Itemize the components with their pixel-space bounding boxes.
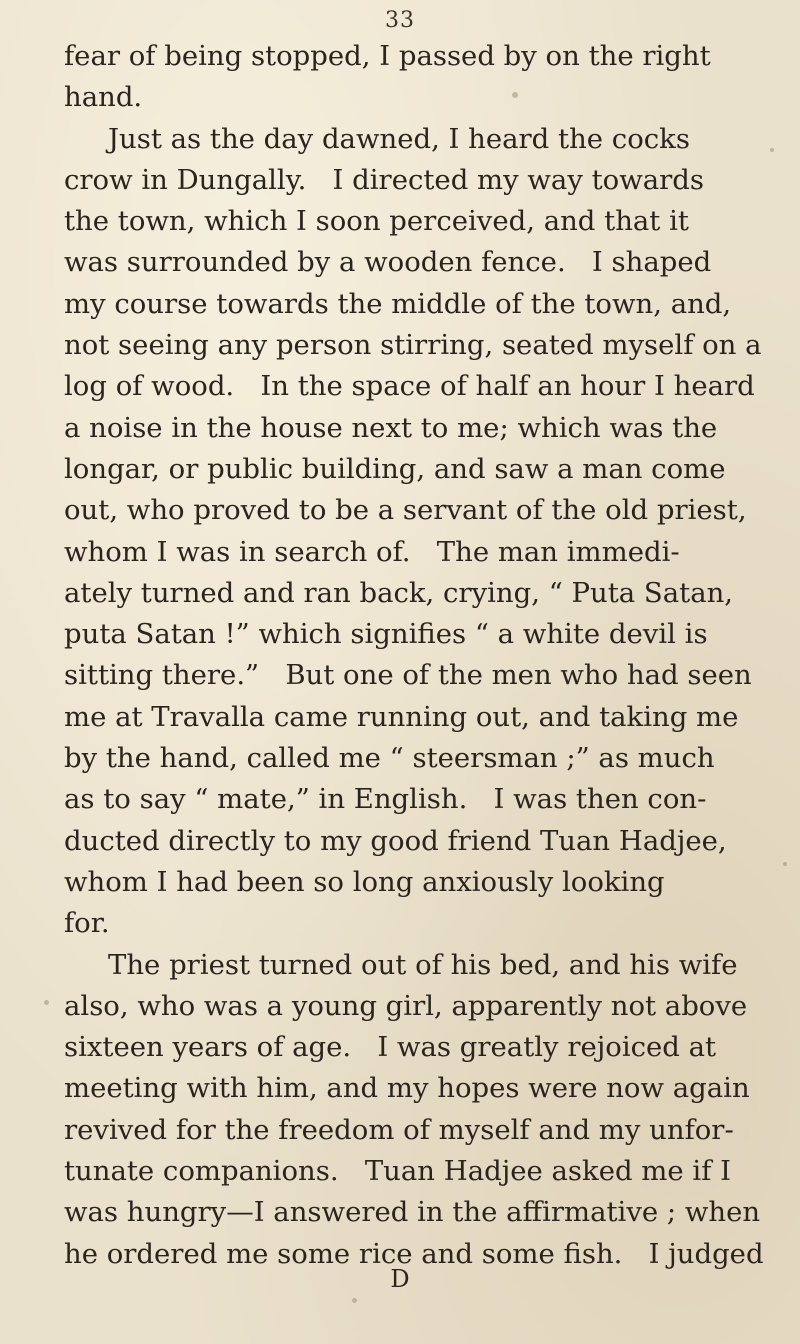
text-line: me at Travalla came running out, and taking me	[64, 700, 739, 733]
text-line: my course towards the middle of the town, and,	[64, 287, 732, 320]
text-line: a noise in the house next to me; which was the	[64, 411, 718, 444]
foxing-spot	[512, 92, 518, 98]
text-line: Just as the day dawned, I heard the cocks	[108, 122, 690, 155]
signature-mark: D	[390, 1265, 410, 1293]
text-line: The priest turned out of his bed, and his wife	[108, 948, 738, 981]
text-line: was hungry—I answered in the affirmative ; when	[64, 1196, 761, 1229]
text-line: puta Satan !” which signifies “ a white devil is	[64, 618, 708, 651]
text-line: by the hand, called me “ steersman ;” as much	[64, 742, 715, 775]
text-line: tunate companions. Tuan Hadjee asked me if I	[64, 1155, 731, 1188]
text-line: for.	[64, 907, 110, 940]
text-line: as to say “ mate,” in English. I was then con-	[64, 783, 707, 816]
foxing-spot	[783, 862, 787, 866]
text-line: also, who was a young girl, apparently not above	[64, 989, 748, 1022]
text-line: he ordered me some rice and some fish. I judged	[64, 1237, 764, 1270]
foxing-spot	[44, 1000, 49, 1005]
text-line: longar, or public building, and saw a man come	[64, 452, 726, 485]
text-line: whom I was in search of. The man immedi-	[64, 535, 680, 568]
text-line: fear of being stopped, I passed by on the right	[64, 40, 711, 72]
page-number: 33	[385, 8, 415, 33]
text-line: hand.	[64, 81, 143, 114]
text-line: ducted directly to my good friend Tuan Hadjee,	[64, 824, 727, 857]
text-line: out, who proved to be a servant of the old priest,	[64, 494, 747, 527]
text-line: sixteen years of age. I was greatly rejoiced at	[64, 1031, 717, 1064]
text-line: not seeing any person stirring, seated myself on a	[64, 329, 762, 362]
text-line: crow in Dungally. I directed my way towards	[64, 163, 705, 196]
text-line: meeting with him, and my hopes were now again	[64, 1072, 750, 1105]
text-line: whom I had been so long anxiously looking	[64, 865, 665, 898]
foxing-spot	[352, 1298, 357, 1303]
text-line: sitting there.” But one of the men who had seen	[64, 659, 752, 692]
text-line: ately turned and ran back, crying, “ Puta Satan,	[64, 576, 734, 609]
body-text	[64, 36, 764, 1275]
text-line: log of wood. In the space of half an hour I heard	[64, 370, 755, 403]
text-line: revived for the freedom of myself and my unfor-	[64, 1113, 734, 1146]
foxing-spot	[770, 148, 774, 152]
text-line: was surrounded by a wooden fence. I shaped	[64, 246, 712, 279]
text-line: the town, which I soon perceived, and that it	[64, 205, 689, 238]
